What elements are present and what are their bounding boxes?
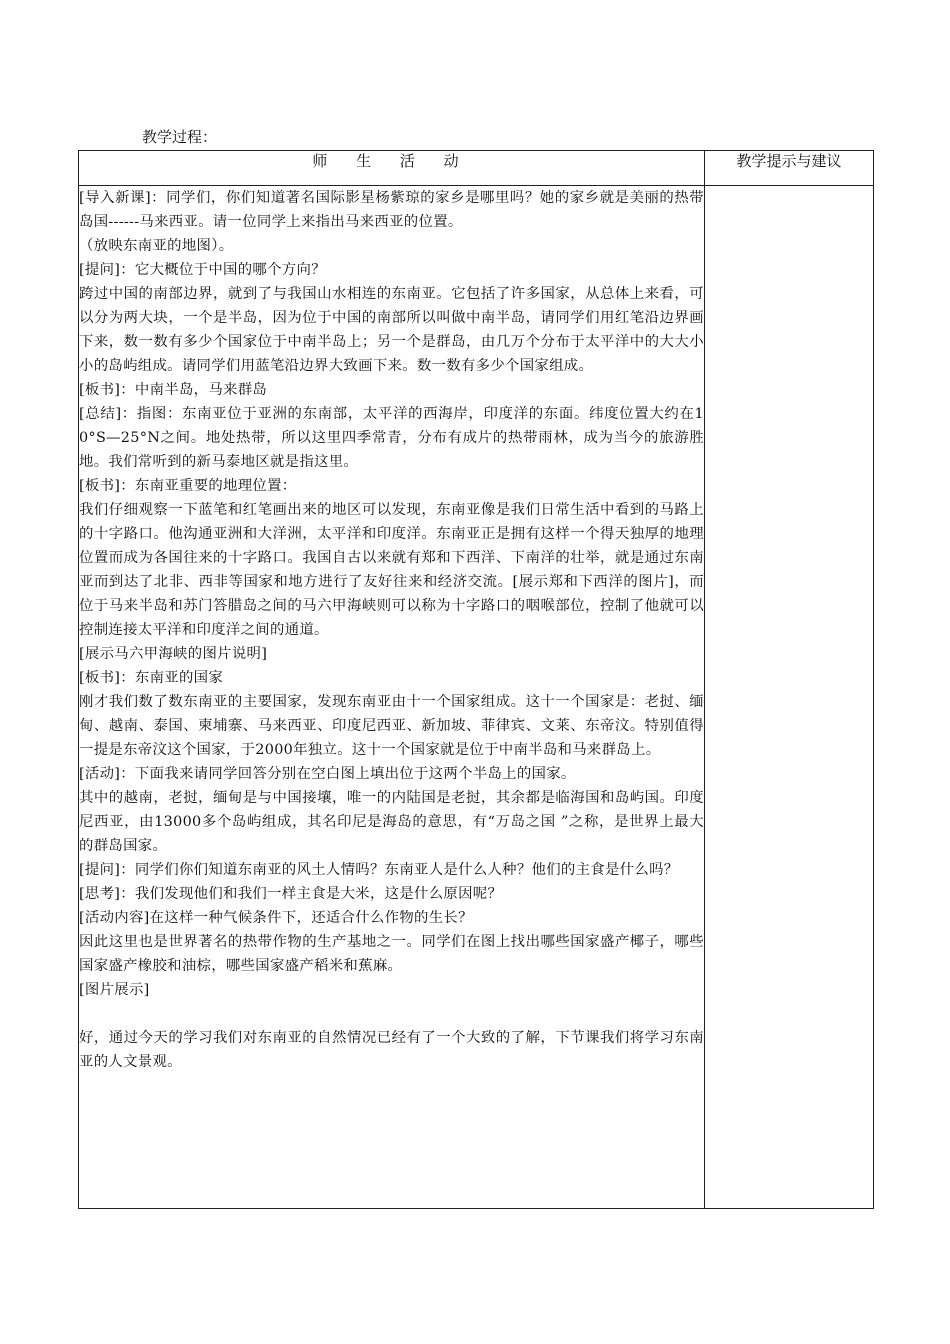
paragraph-board-regions: [板书]：中南半岛，马来群岛: [79, 382, 268, 398]
paragraph-board-countries: [板书]：东南亚的国家: [79, 670, 224, 686]
header-teacher-student-activity: 师 生 活 动: [79, 151, 705, 186]
paragraph-show-map: （放映东南亚的地图）。: [79, 238, 234, 254]
table-header-row: [79, 151, 874, 186]
paragraph-neighbors-indonesia: 其中的越南，老挝，缅甸是与中国接壤，唯一的内陆国是老挝，其余都是临海国和岛屿国。印度尼西亚，由13000多个岛屿组成，其名印尼是海岛的意思，有“万岛之国 ”之称，是世界上最大的群岛国家。: [79, 790, 704, 854]
paragraph-question-customs: [提问]：同学们你们知道东南亚的风土人情吗？东南亚人是什么人种？他们的主食是什么吗？: [79, 862, 679, 878]
paragraph-picture-display: [图片展示]: [79, 982, 150, 998]
paragraph-summary-location: [总结]：指图：东南亚位于亚洲的东南部，太平洋的西海岸，印度洋的东面。纬度位置大约在10°S—25°N之间。地处热带，所以这里四季常青，分布有成片的热带雨林，成为当今的旅游胜地。我们常听到的新马泰地区就是指这里。: [79, 406, 704, 470]
lesson-table: [78, 150, 874, 1209]
blank-line: [79, 1002, 704, 1026]
paragraph-intro: [导入新课]：同学们，你们知道著名国际影星杨紫琼的家乡是哪里吗？她的家乡就是美丽的热带岛国------马来西亚。请一位同学上来指出马来西亚的位置。: [79, 190, 704, 230]
paragraph-closing: 好，通过今天的学习我们对东南亚的自然情况已经有了一个大致的了解，下节课我们将学习东南亚的人文景观。: [79, 1030, 704, 1070]
paragraph-activity-fill-map: [活动]：下面我来请同学回答分别在空白图上填出位于这两个半岛上的国家。: [79, 766, 576, 782]
header-teaching-tips: 教学提示与建议: [705, 151, 874, 186]
paragraph-activity-crops: [活动内容]在这样一种气候条件下，还适合什么作物的生长？: [79, 910, 473, 926]
paragraph-malacca-pictures: [展示马六甲海峡的图片说明]: [79, 646, 268, 662]
table-body-row: [79, 186, 874, 1209]
teaching-tips-content: [705, 186, 874, 1209]
paragraph-board-geography: [板书]：东南亚重要的地理位置：: [79, 478, 297, 494]
paragraph-think-rice: [思考]：我们发现他们和我们一样主食是大米，这是什么原因呢？: [79, 886, 503, 902]
page-label: 教学过程：: [142, 128, 218, 146]
paragraph-eleven-countries: 刚才我们数了数东南亚的主要国家，发现东南亚由十一个国家组成。这十一个国家是：老挝、缅甸、越南、泰国、柬埔寨、马来西亚、印度尼西亚、新加坡、菲律宾、文莱、东帝汶。特别值得一提是东帝汶这个国家，于2000年独立。这十一个国家就是位于中南半岛和马来群岛上。: [79, 694, 704, 758]
paragraph-question-direction: [提问]：它大概位于中国的哪个方向？: [79, 262, 326, 278]
paragraph-peninsula-islands: 跨过中国的南部边界，就到了与我国山水相连的东南亚。它包括了许多国家，从总体上来看，可以分为两大块，一个是半岛，因为位于中国的南部所以叫做中南半岛，请同学们用红笔沿边界画下来，数一数有多少个国家位于中南半岛上；另一个是群岛，由几万个分布于太平洋中的大大小小的岛屿组成。请同学们用蓝笔沿边界大致画下来。数一数有多少个国家组成。: [79, 286, 704, 374]
paragraph-tropical-crops: 因此这里也是世界著名的热带作物的生产基地之一。同学们在图上找出哪些国家盛产椰子，哪些国家盛产橡胶和油棕，哪些国家盛产稻米和蕉麻。: [79, 934, 704, 974]
activity-content: [79, 186, 705, 1209]
paragraph-crossroads: 我们仔细观察一下蓝笔和红笔画出来的地区可以发现，东南亚像是我们日常生活中看到的马路上的十字路口。他沟通亚洲和大洋洲，太平洋和印度洋。东南亚正是拥有这样一个得天独厚的地理位置而成为各国往来的十字路口。我国自古以来就有郑和下西洋、下南洋的壮举，就是通过东南亚而到达了北非、西非等国家和地方进行了友好往来和经济交流。[展示郑和下西洋的图片]，而位于马来半岛和苏门答腊岛之间的马六甲海峡则可以称为十字路口的咽喉部位，控制了他就可以控制连接太平洋和印度洋之间的通道。: [79, 502, 704, 638]
